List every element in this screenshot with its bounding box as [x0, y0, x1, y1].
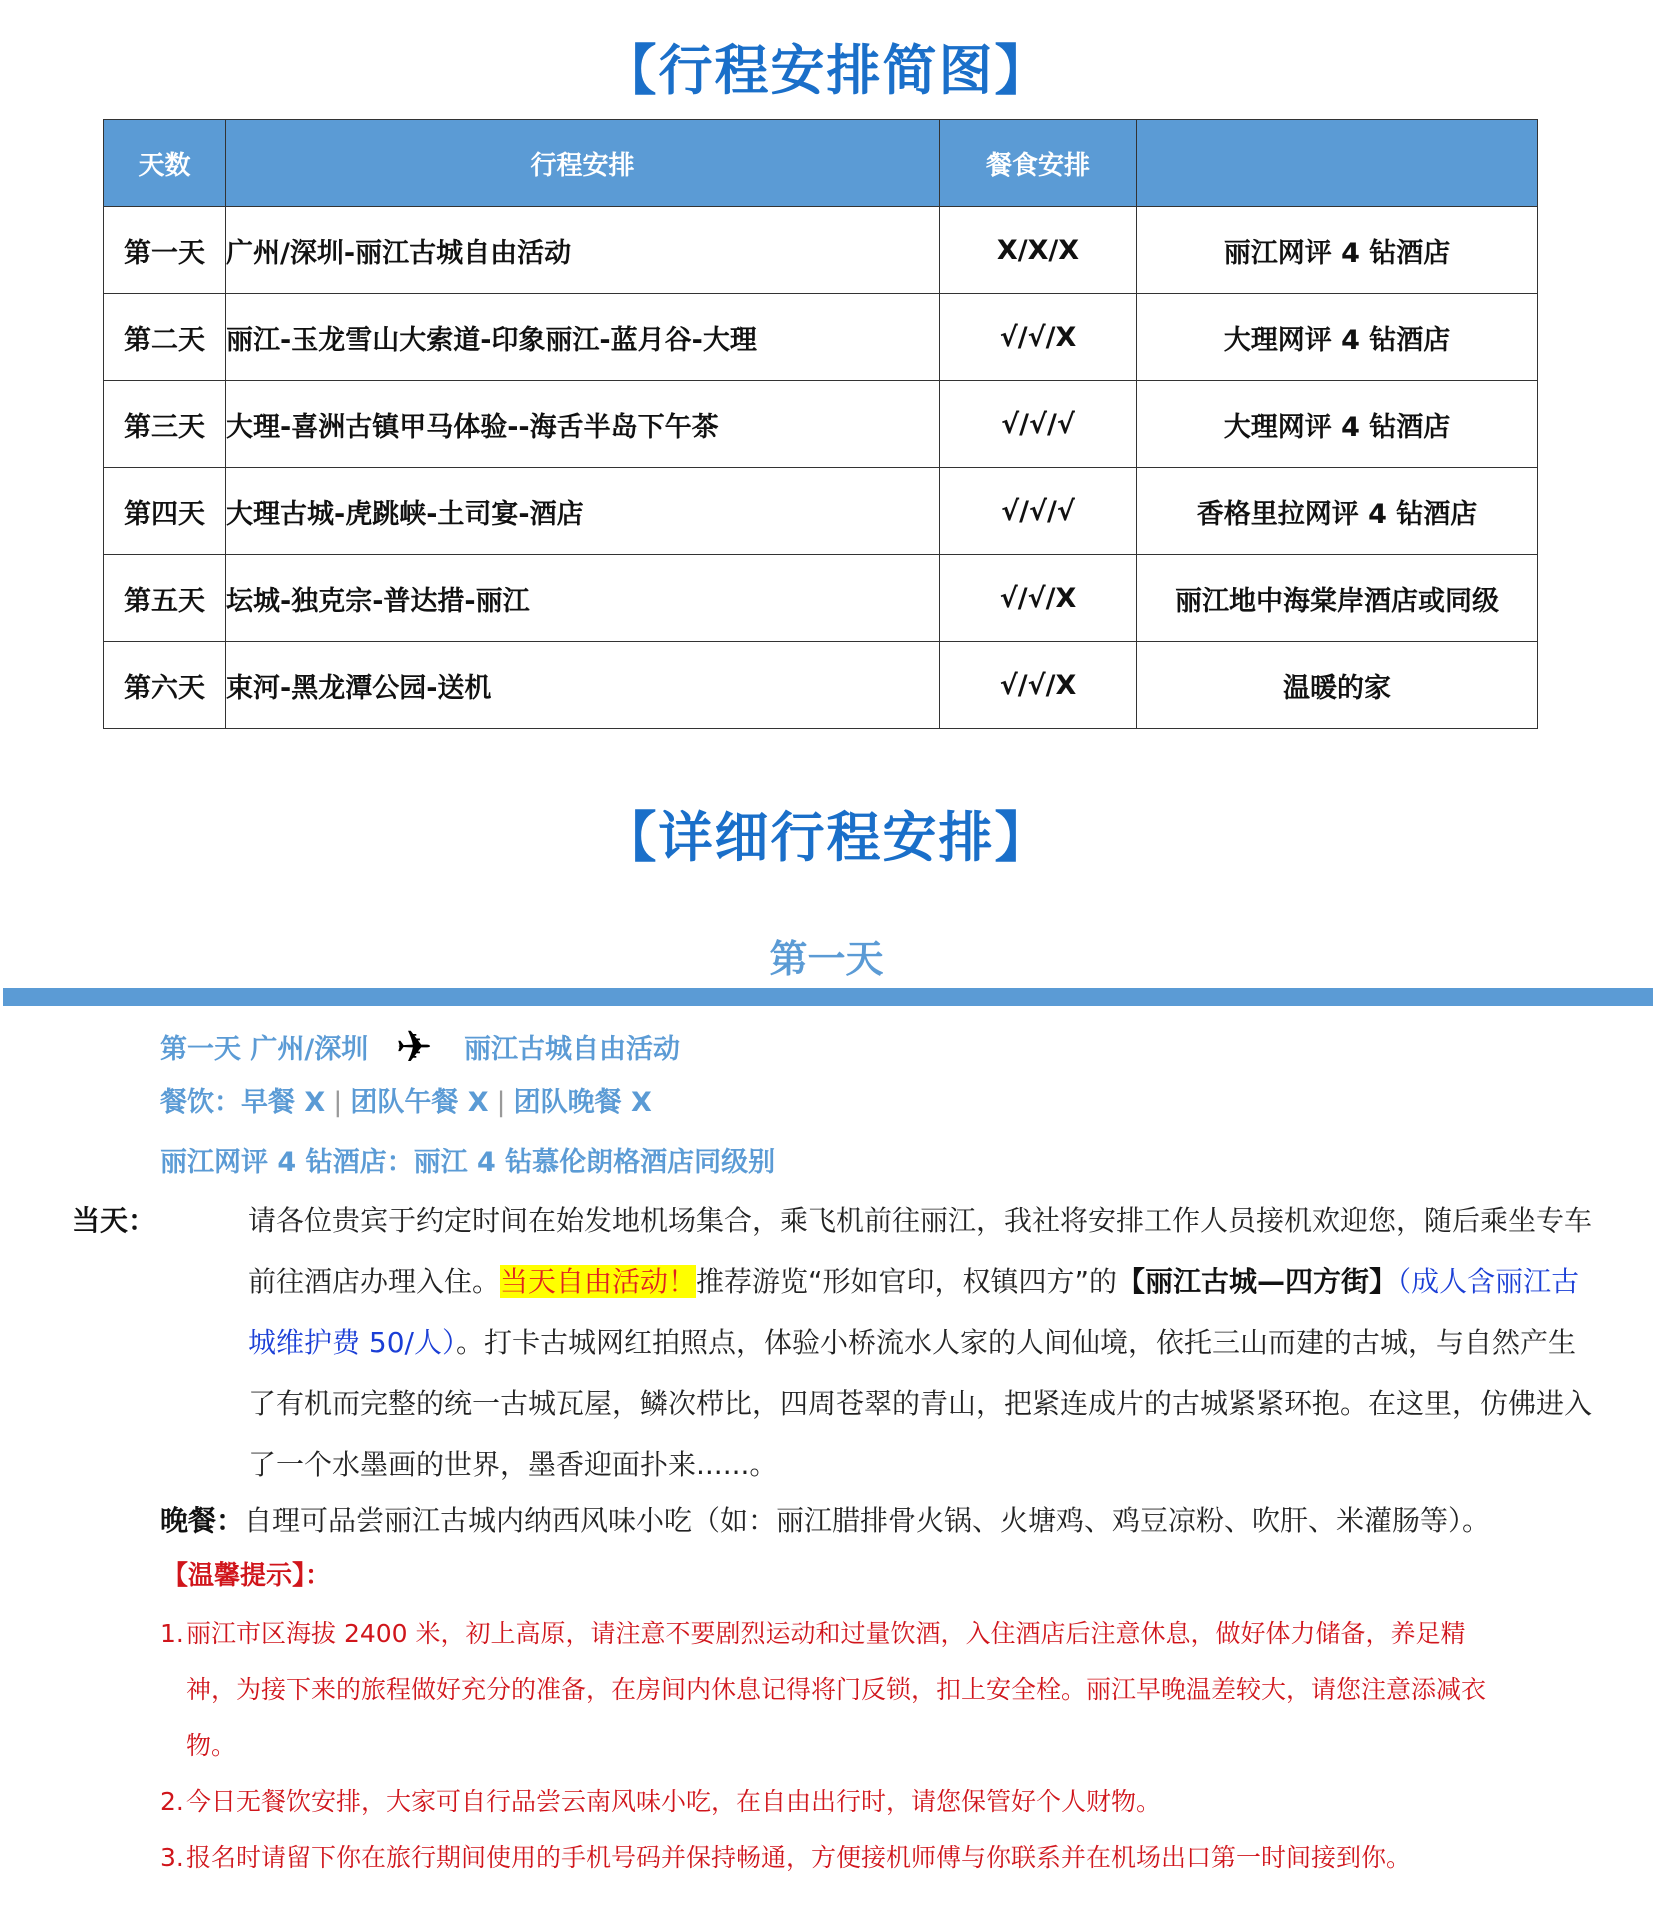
divider: |: [496, 1087, 506, 1118]
tip-number: 3.: [160, 1843, 184, 1872]
header-meals: 餐食安排: [940, 120, 1137, 207]
dinner-text: 自理可品尝丽江古城内纳西风味小吃（如：丽江腊排骨火锅、火塘鸡、鸡豆凉粉、吹肝、米灌肠等）。: [244, 1504, 1491, 1537]
schedule-table: [103, 119, 1538, 729]
tip-number: 2.: [160, 1787, 184, 1816]
day1-heading: 第一天: [769, 937, 884, 981]
cell-day: 第三天: [104, 381, 226, 468]
cell-day: 第一天: [104, 207, 226, 294]
cell-route: 丽江-玉龙雪山大索道-印象丽江-蓝月谷-大理: [226, 294, 940, 381]
cell-hotel: 温暖的家: [1137, 642, 1538, 729]
tip-text: 丽江市区海拔 2400 米，初上高原，请注意不要剧烈运动和过量饮酒，入住酒店后注意休息，做好体力储备，养足精神，为接下来的旅程做好充分的准备，在房间内休息记得将门反锁，扣上安全栓。丽江早晚温差较大，请您注意添减衣物。: [186, 1619, 1487, 1760]
day-text-1: 请各位贵宾于约定时间在始发地机场集合，乘飞机前往丽江，我社将安排工作人员接机欢迎您，随后乘坐专车前往酒店办理入住。: [248, 1204, 1593, 1298]
divider: |: [333, 1087, 343, 1118]
attraction-name: 【丽江古城—四方街】: [1117, 1265, 1398, 1298]
table-row: [104, 381, 1538, 468]
cell-meals: √/√/X: [940, 642, 1137, 729]
cell-day: 第五天: [104, 555, 226, 642]
meals-label: 餐饮：: [160, 1087, 241, 1118]
tip-text: 今日无餐饮安排，大家可自行品尝云南风味小吃，在自由出行时，请您保管好个人财物。: [186, 1787, 1162, 1816]
cell-route: 束河-黑龙潭公园-送机: [226, 642, 940, 729]
table-row: [104, 642, 1538, 729]
cell-hotel: 丽江地中海棠岸酒店或同级: [1137, 555, 1538, 642]
list-item: [160, 1774, 1510, 1830]
cell-meals: √/√/X: [940, 555, 1137, 642]
day1-description: [72, 1190, 1593, 1495]
table-row: [104, 555, 1538, 642]
cell-meals: √/√/√: [940, 381, 1137, 468]
day-label: 当天：: [72, 1204, 157, 1237]
route-to: 丽江古城自由活动: [463, 1034, 680, 1065]
list-item: [160, 1830, 1510, 1886]
meal-dinner: 团队晚餐 X: [513, 1087, 652, 1118]
table-row: [104, 468, 1538, 555]
day1-hotel-line: 丽江网评 4 钻酒店：丽江 4 钻慕伦朗格酒店同级别: [160, 1147, 776, 1178]
header-hotel: [1137, 120, 1538, 207]
meal-lunch: 团队午餐 X: [350, 1087, 489, 1118]
table-row: [104, 207, 1538, 294]
cell-route: 大理-喜洲古镇甲马体验--海舌半岛下午茶: [226, 381, 940, 468]
section-divider: [3, 988, 1653, 1006]
cell-meals: √/√/√: [940, 468, 1137, 555]
cell-route: 广州/深圳-丽江古城自由活动: [226, 207, 940, 294]
airplane-icon: ✈: [395, 1022, 433, 1073]
cell-hotel: 大理网评 4 钻酒店: [1137, 381, 1538, 468]
free-activity-highlight: 当天自由活动！: [500, 1265, 697, 1298]
day1-meals-line: [160, 1080, 652, 1119]
day-text-2: 推荐游览“形如官印，权镇四方”的: [696, 1265, 1118, 1298]
day1-route-line: [160, 1022, 680, 1073]
cell-meals: X/X/X: [940, 207, 1137, 294]
cell-hotel: 丽江网评 4 钻酒店: [1137, 207, 1538, 294]
dinner-label: 晚餐：: [160, 1504, 245, 1537]
cell-meals: √/√/X: [940, 294, 1137, 381]
cell-day: 第六天: [104, 642, 226, 729]
table-header-row: [104, 120, 1538, 207]
header-day: 天数: [104, 120, 226, 207]
list-item: [160, 1606, 1510, 1774]
tips-title: 【温馨提示】：: [162, 1561, 332, 1591]
overview-title: 【行程安排简图】: [602, 39, 1051, 102]
tip-number: 1.: [160, 1619, 184, 1648]
cell-route: 大理古城-虎跳峡-土司宴-酒店: [226, 468, 940, 555]
route-from: 第一天 广州/深圳: [160, 1034, 369, 1065]
cell-hotel: 大理网评 4 钻酒店: [1137, 294, 1538, 381]
table-row: [104, 294, 1538, 381]
tip-text: 报名时请留下你在旅行期间使用的手机号码并保持畅通，方便接机师傅与你联系并在机场出口第一时间接到你。: [186, 1843, 1412, 1872]
cell-route: 坛城-独克宗-普达措-丽江: [226, 555, 940, 642]
cell-day: 第四天: [104, 468, 226, 555]
fee-note: （成人含丽江古城维护费 50/人）: [248, 1265, 1580, 1359]
detail-title: 【详细行程安排】: [602, 806, 1051, 869]
cell-hotel: 香格里拉网评 4 钻酒店: [1137, 468, 1538, 555]
tips-list: [160, 1606, 1510, 1886]
header-route: 行程安排: [226, 120, 940, 207]
day1-dinner: [160, 1490, 1505, 1551]
day-text-3: 。打卡古城网红拍照点，体验小桥流水人家的人间仙境，依托三山而建的古城，与自然产生了有机而完整的统一古城瓦屋，鳞次栉比，四周苍翠的青山，把紧连成片的古城紧紧环抱。在这里，仿佛进入了一个水墨画的世界，墨香迎面扑来......。: [248, 1326, 1593, 1481]
cell-day: 第二天: [104, 294, 226, 381]
meal-breakfast: 早餐 X: [241, 1087, 326, 1118]
